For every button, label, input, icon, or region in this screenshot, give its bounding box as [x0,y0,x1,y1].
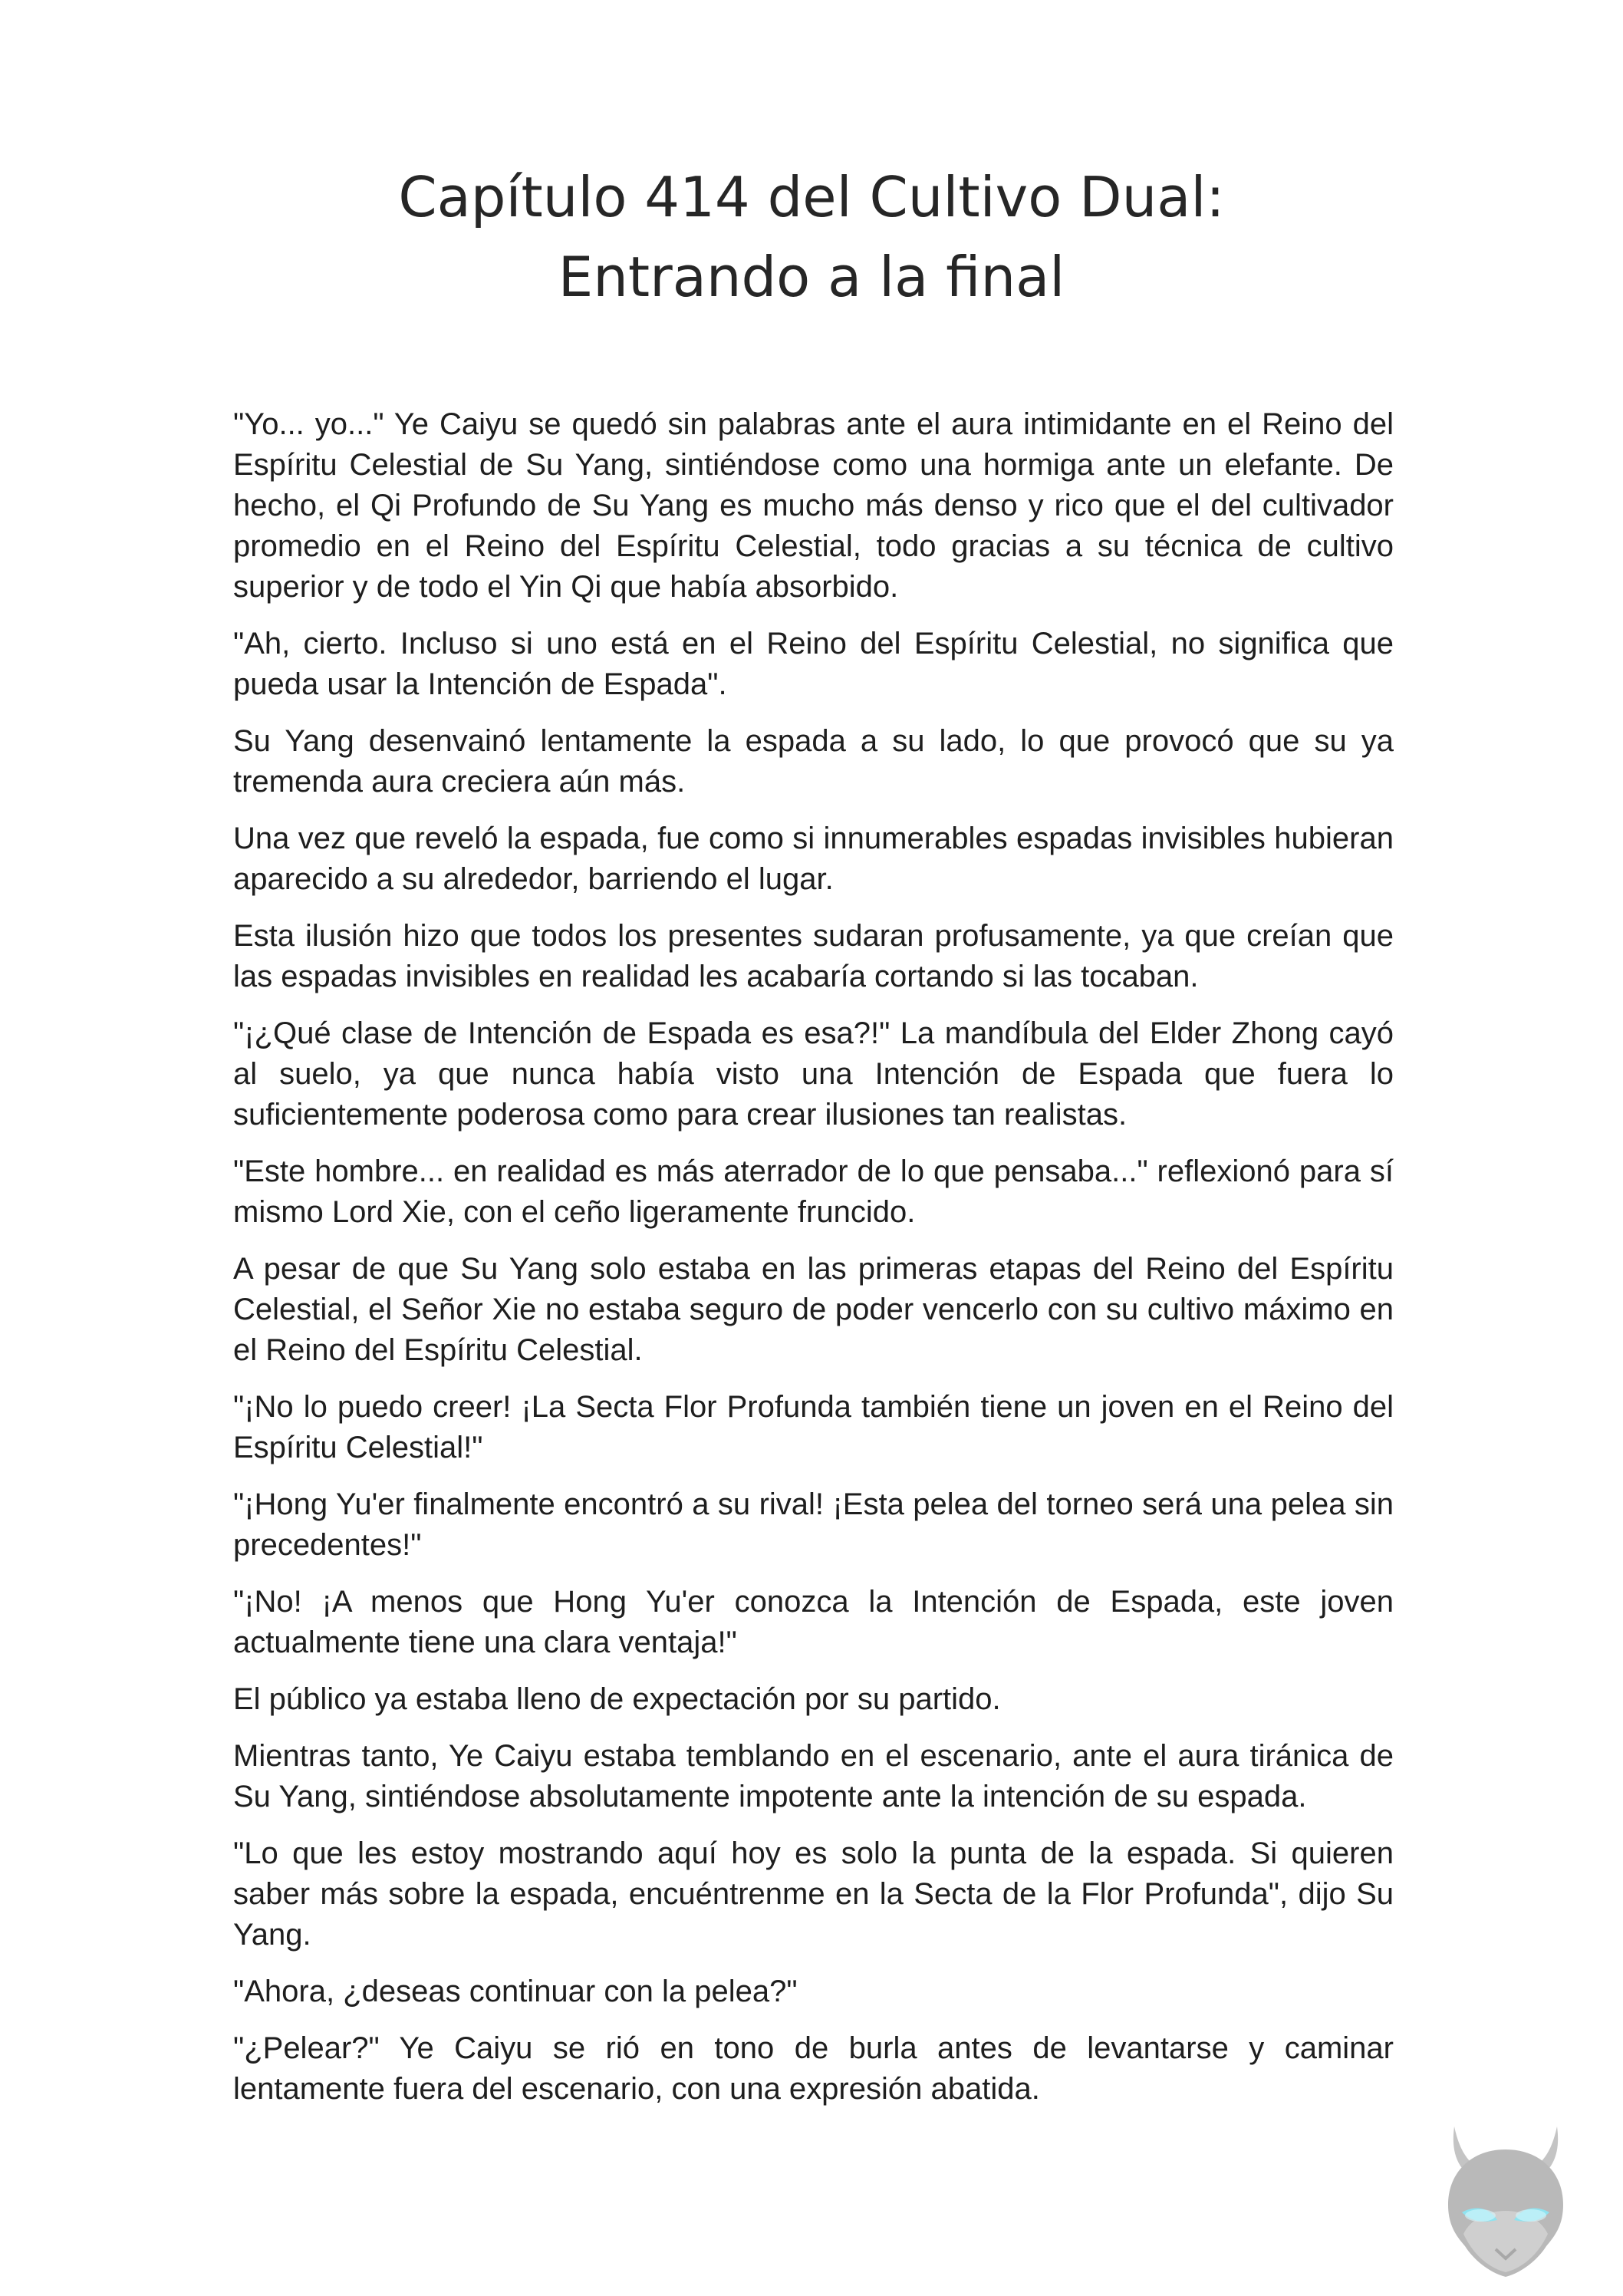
paragraph: "Ahora, ¿deseas continuar con la pelea?" [233,1975,798,2008]
paragraph: "¿Pelear?" Ye Caiyu se rió en tono de burla antes de levantarse y caminar lentamente fuera del escenario, con una expresión abatida. [233,2031,1394,2106]
chapter-title [0,157,1623,317]
chapter-body [233,404,1394,2126]
demon-head-logo-svg [1433,2119,1579,2280]
paragraph: "¡¿Qué clase de Intención de Espada es esa?!" La mandíbula del Elder Zhong cayó al suelo, ya que nunca había visto una Intención de Espada que fuera lo suficientemente poderosa como para crear ilusiones tan realistas. [233,1016,1394,1132]
paragraph: Una vez que reveló la espada, fue como si innumerables espadas invisibles hubieran aparecido a su alrededor, barriendo el lugar. [233,822,1394,896]
chapter-title-line-2: Entrando a la final [558,245,1065,309]
paragraph: El público ya estaba lleno de expectación por su partido. [233,1682,1001,1716]
demon-head-logo-icon [1433,2119,1579,2280]
paragraph: "¡No lo puedo creer! ¡La Secta Flor Profunda también tiene un joven en el Reino del Espíritu Celestial!" [233,1390,1394,1464]
paragraph: "¡No! ¡A menos que Hong Yu'er conozca la Intención de Espada, este joven actualmente tiene una clara ventaja!" [233,1585,1394,1659]
paragraph: Esta ilusión hizo que todos los presentes sudaran profusamente, ya que creían que las espadas invisibles en realidad les acabaría cortando si las tocaban. [233,919,1394,993]
paragraph: A pesar de que Su Yang solo estaba en las primeras etapas del Reino del Espíritu Celestial, el Señor Xie no estaba seguro de poder vencerlo con su cultivo máximo en el Reino del Espíritu Celestial. [233,1252,1394,1367]
paragraph: Su Yang desenvainó lentamente la espada a su lado, lo que provocó que su ya tremenda aura creciera aún más. [233,724,1394,799]
paragraph: Mientras tanto, Ye Caiyu estaba temblando en el escenario, ante el aura tiránica de Su Yang, sintiéndose absolutamente impotente ante la intención de su espada. [233,1739,1394,1813]
paragraph: "Ah, cierto. Incluso si uno está en el Reino del Espíritu Celestial, no significa que pueda usar la Intención de Espada". [233,627,1394,701]
paragraph: "Este hombre... en realidad es más aterrador de lo que pensaba..." reflexionó para sí mismo Lord Xie, con el ceño ligeramente fruncido. [233,1155,1394,1229]
chapter-title-line-1: Capítulo 414 del Cultivo Dual: [398,165,1225,229]
paragraph: "Yo... yo..." Ye Caiyu se quedó sin palabras ante el aura intimidante en el Reino del Espíritu Celestial de Su Yang, sintiéndose como una hormiga ante un elefante. De hecho, el Qi Profundo de Su Yang es mucho más denso y rico que el del cultivador promedio en el Reino del Espíritu Celestial, todo gracias a su técnica de cultivo superior y de todo el Yin Qi que había absorbido. [233,407,1394,604]
paragraph: "¡Hong Yu'er finalmente encontró a su rival! ¡Esta pelea del torneo será una pelea sin precedentes!" [233,1487,1394,1562]
paragraph: "Lo que les estoy mostrando aquí hoy es solo la punta de la espada. Si quieren saber más sobre la espada, encuéntrenme en la Secta de la Flor Profunda", dijo Su Yang. [233,1836,1394,1952]
